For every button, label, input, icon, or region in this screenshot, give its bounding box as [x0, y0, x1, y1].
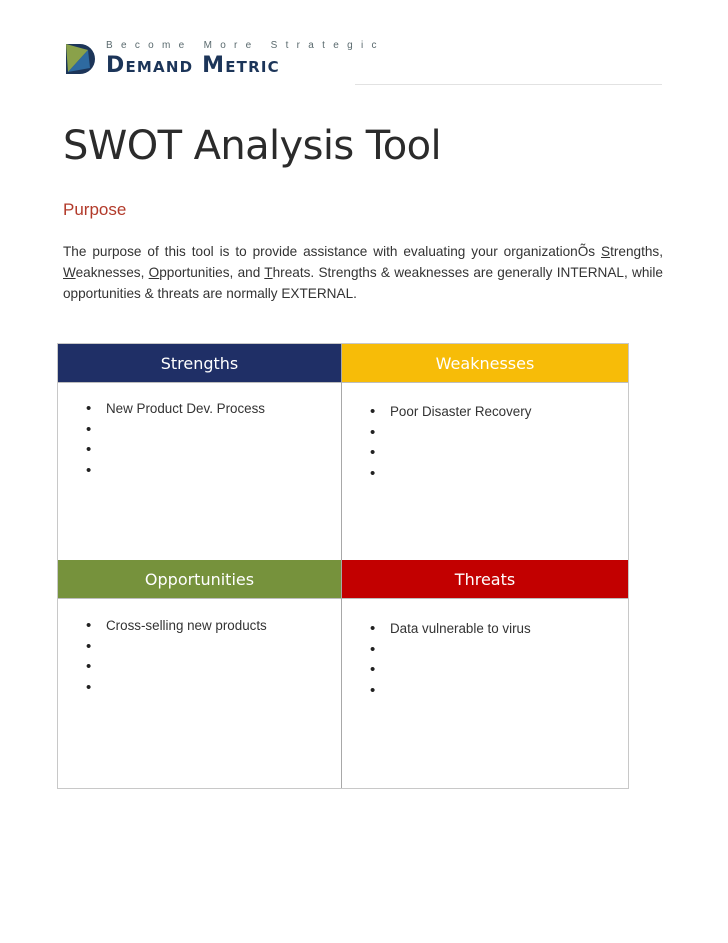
- list-item[interactable]: [342, 423, 628, 444]
- strengths-body[interactable]: [58, 382, 341, 560]
- swot-cell-opportunities: [58, 560, 341, 788]
- list-item[interactable]: [58, 420, 341, 441]
- header-divider: [355, 84, 662, 85]
- list-item[interactable]: [342, 660, 628, 681]
- weaknesses-header: [342, 344, 628, 382]
- logo-tagline: Become More Strategic: [106, 40, 385, 51]
- swot-cell-strengths: [58, 344, 341, 560]
- swot-grid: [57, 343, 629, 789]
- section-heading-purpose: Purpose: [63, 200, 127, 219]
- list-item[interactable]: • Cross-selling new products: [58, 616, 341, 637]
- list-item[interactable]: • Data vulnerable to virus: [342, 619, 628, 640]
- intro-paragraph: [63, 241, 663, 304]
- list-item[interactable]: [342, 681, 628, 702]
- intro-w-letter: W: [63, 265, 76, 280]
- list-item[interactable]: [58, 440, 341, 461]
- list-item[interactable]: [58, 461, 341, 482]
- intro-text: The purpose of this tool is to provide assistance with evaluating your organizationÕs: [63, 244, 602, 259]
- list-item[interactable]: • Poor Disaster Recovery: [342, 402, 628, 423]
- logo-brand-name: Demand Metric: [106, 53, 280, 78]
- intro-text: pportunities, and: [159, 265, 265, 280]
- page-title: SWOT Analysis Tool: [63, 123, 441, 169]
- intro-text: hreats. Strengths & weaknesses are generally INTERNAL, while opportunities & threats are normally EXTERNAL.: [63, 265, 663, 301]
- swot-cell-threats: [341, 560, 628, 788]
- intro-s-letter: S: [601, 244, 611, 259]
- weaknesses-list: [342, 383, 628, 484]
- list-item[interactable]: • New Product Dev. Process: [58, 399, 341, 420]
- weaknesses-label: Weaknesses: [435, 353, 535, 373]
- list-item[interactable]: [342, 464, 628, 485]
- intro-text: eaknesses,: [75, 265, 149, 280]
- opportunities-header: [58, 560, 341, 598]
- opportunities-body[interactable]: [58, 598, 341, 788]
- strengths-list: [58, 383, 341, 481]
- threats-label: Threats: [454, 569, 516, 589]
- list-item[interactable]: [342, 443, 628, 464]
- threats-header: [342, 560, 628, 598]
- list-item[interactable]: [58, 657, 341, 678]
- opportunities-label: Opportunities: [144, 569, 255, 589]
- demand-metric-logo-icon: [64, 42, 96, 76]
- threats-list: [342, 599, 628, 701]
- threats-body[interactable]: [342, 598, 628, 788]
- list-item[interactable]: [342, 640, 628, 661]
- intro-o-letter: O: [148, 265, 160, 280]
- intro-t-letter: T: [264, 265, 273, 280]
- opportunities-list: [58, 599, 341, 698]
- swot-cell-weaknesses: [341, 344, 628, 560]
- list-item[interactable]: [58, 678, 341, 699]
- weaknesses-body[interactable]: [342, 382, 628, 560]
- demand-metric-logo: [64, 40, 385, 80]
- strengths-label: Strengths: [160, 353, 239, 373]
- list-item[interactable]: [58, 637, 341, 658]
- strengths-header: [58, 344, 341, 382]
- intro-text: trengths,: [610, 244, 663, 259]
